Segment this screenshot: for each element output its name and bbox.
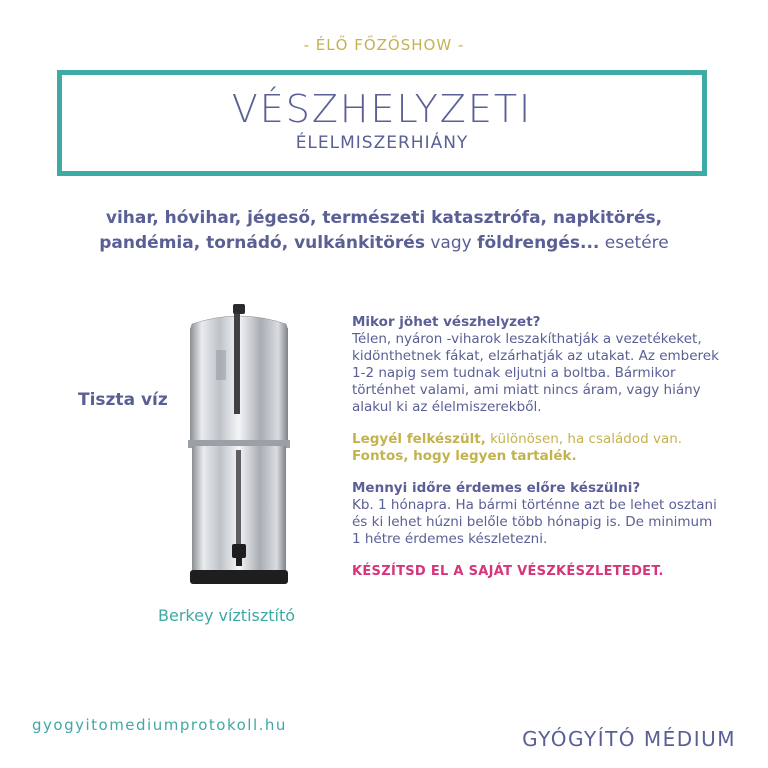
answer-1: Télen, nyáron -viharok leszakíthatják a vezetékeket, kidönthetnek fákat, elzárhatják az utakat. Az emberek 1-2 napig sem tudnak eljutni a boltba. Bármikor történhet valami, ami miatt nincs áram, vagy hiány alakul ki az élelmiszerekből. (352, 331, 719, 415)
title-box (57, 70, 707, 176)
water-filter-icon (176, 300, 302, 594)
answer-2: Kb. 1 hónapra. Ha bármi történne azt be lehet osztani és ki lehet húzni belőle több hónapig is. De minimum 1 hétre érdemes készletezni. (352, 497, 717, 547)
image-caption: Berkey víztisztító (158, 606, 296, 625)
clean-water-label: Tiszta víz (78, 390, 168, 410)
question-2: Mennyi időre érdemes előre készülni? (352, 480, 641, 496)
info-paragraph-2 (352, 431, 722, 465)
brand-name: GYÓGYÍTÓ MÉDIUM (522, 727, 736, 751)
ready-bold: Legyél felkészült, (352, 431, 486, 447)
important-note: Fontos, hogy legyen tartalék. (352, 448, 577, 464)
info-paragraph-1 (352, 314, 722, 416)
page-subtitle: ÉLELMISZERHIÁNY (295, 133, 469, 153)
page-title: VÉSZHELYZETI (231, 87, 533, 131)
intro-line2-bold: pandémia, tornádó, vulkánkitörés (99, 233, 425, 253)
info-paragraph-3 (352, 480, 722, 548)
ready-rest: különösen, ha családod van. (485, 431, 683, 447)
intro-text (40, 206, 728, 256)
intro-line2-bold2: földrengés... (477, 233, 600, 253)
intro-line1: vihar, hóvihar, jégeső, természeti katasztrófa, napkitörés, (105, 208, 663, 228)
info-block (352, 314, 722, 595)
intro-line2-mid: vagy (424, 233, 478, 253)
top-label: - ÉLŐ FŐZŐSHOW - (303, 36, 465, 54)
website-url[interactable]: gyogyitomediumprotokoll.hu (32, 716, 287, 734)
question-1: Mikor jöhet vészhelyzet? (352, 314, 541, 330)
call-to-action: KÉSZÍTSD EL A SAJÁT VÉSZKÉSZLETEDET. (352, 564, 664, 579)
intro-line2-end: esetére (599, 233, 669, 253)
